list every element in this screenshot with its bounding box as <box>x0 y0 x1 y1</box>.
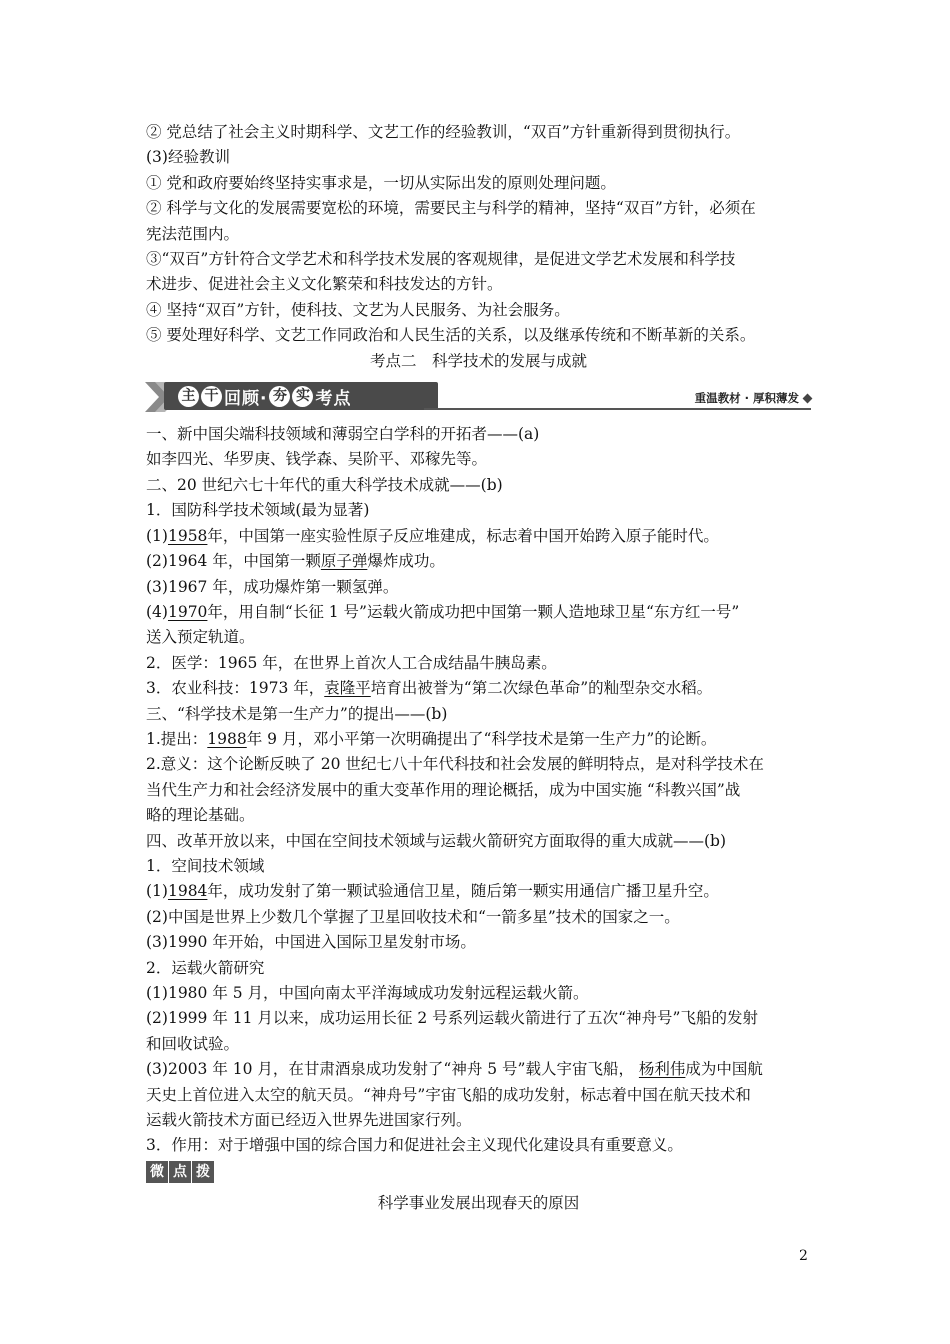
text-line: (3)经验教训 <box>146 148 230 167</box>
text-line: ③“双百”方针符合文学艺术和科学技术发展的客观规律，是促进文学艺术发展和科学技 <box>146 250 736 269</box>
underlined-answer: 1970 <box>167 602 208 621</box>
text-run: 成为中国航 <box>685 1060 763 1079</box>
text-line: 当代生产力和社会经济发展中的重大变革作用的理论概括，成为中国实施 “科教兴国”战 <box>146 780 741 799</box>
text-line: 略的理论基础。 <box>146 806 255 825</box>
text-line: ① 党和政府要始终坚持实事求是，一切从实际出发的原则处理问题。 <box>146 173 616 192</box>
underlined-answer: 杨利伟 <box>638 1060 686 1079</box>
text-line: 如李四光、华罗庚、钱学森、吴阶平、邓稼先等。 <box>146 450 488 469</box>
banner-badge: 干 <box>201 386 222 407</box>
text-line <box>146 524 811 549</box>
text-line: 2.意义：这个论断反映了 20 世纪七八十年代科技和社会发展的鲜明特点，是对科学技术在 <box>146 755 764 774</box>
text-line: 宪法范围内。 <box>146 224 240 243</box>
text-line: (3)1990 年开始，中国进入国际卫星发射市场。 <box>146 933 476 952</box>
text-line: ② 科学与文化的发展需要宽松的环境，需要民主与科学的精神，坚持“双百”方针，必须在 <box>146 199 756 218</box>
underlined-answer: 1984 <box>167 882 208 901</box>
text-line: 运载火箭技术方面已经迈入世界先进国家行列。 <box>146 1111 472 1130</box>
text-line: (1)1980 年 5 月，中国向南太平洋海域成功发射远程运载火箭。 <box>146 984 589 1002</box>
text-run: 培育出被誉为“第二次绿色革命”的籼型杂交水稻。 <box>370 679 713 698</box>
text-line <box>146 600 811 625</box>
text-line: 四、改革开放以来，中国在空间技术领域与运载火箭研究方面取得的重大成就——(b) <box>146 831 727 850</box>
text-run: 年 9 月，邓小平第一次明确提出了“科学技术是第一生产力”的论断。 <box>246 729 717 748</box>
text-line: ⑤ 要处理好科学、文艺工作同政治和人民生活的关系，以及继承传统和不断革新的关系。 <box>146 326 756 345</box>
text-line: 三、“科学技术是第一生产力”的提出——(b) <box>146 704 448 723</box>
banner-text: 回顾· <box>224 388 268 409</box>
text-line: (2)中国是世界上少数几个掌握了卫星回收技术和“一箭多星”技术的国家之一。 <box>146 907 680 926</box>
text-line <box>146 879 811 904</box>
underlined-answer: 原子弹 <box>320 552 368 571</box>
text-line: (2)1999 年 11 月以来，成功运用长征 2 号系列运载火箭进行了五次“神舟号”飞船的发射 <box>146 1009 758 1028</box>
section-title: 考点二 科学技术的发展与成就 <box>369 351 587 370</box>
banner-label <box>164 382 438 410</box>
text-run: (3)2003 年 10 月，在甘肃酒泉成功发射了“神舟 5 号”载人宇宙飞船， <box>146 1060 639 1079</box>
underlined-answer: 1958 <box>167 526 208 545</box>
text-line <box>146 676 811 701</box>
text-line: ④ 坚持“双百”方针，使科技、文艺为人民服务、为社会服务。 <box>146 300 570 319</box>
text-line: 3．作用：对于增强中国的综合国力和促进社会主义现代化建设具有重要意义。 <box>146 1136 683 1155</box>
text-run: (4) <box>146 602 168 621</box>
text-line: ② 党总结了社会主义时期科学、文艺工作的经验教训，“双百”方针重新得到贯彻执行。 <box>146 123 741 141</box>
text-line <box>146 1057 811 1082</box>
text-run: 3．农业科技：1973 年， <box>146 679 325 698</box>
tip-char: 点 <box>169 1161 191 1183</box>
text-line: 一、新中国尖端科技领域和薄弱空白学科的开拓者——(a) <box>146 425 540 444</box>
page-number: 2 <box>799 1248 808 1264</box>
text-run: 1.提出： <box>146 729 208 748</box>
text-run: (1) <box>146 526 168 545</box>
banner-slogan: 重温教材 · 厚积薄发 <box>694 391 799 406</box>
text-line: 2．运载火箭研究 <box>146 958 265 977</box>
section-banner <box>146 378 811 416</box>
tip-label <box>146 1161 215 1185</box>
text-line: 和回收试验。 <box>146 1034 240 1053</box>
text-run: 年，用自制“长征 1 号”运载火箭成功把中国第一颗人造地球卫星“东方红一号” <box>207 602 740 621</box>
banner-badge: 实 <box>292 386 313 407</box>
diamond-icon <box>803 394 813 404</box>
text-run: 年，中国第一座实验性原子反应堆建成，标志着中国开始跨入原子能时代。 <box>207 526 719 545</box>
text-line: 1．国防科学技术领域(最为显著) <box>146 501 370 520</box>
text-line: 1．空间技术领域 <box>146 856 265 875</box>
text-line: 天史上首位进入太空的航天员。“神舟号”宇宙飞船的成功发射，标志着中国在航天技术和 <box>146 1085 751 1104</box>
text-line: 送入预定轨道。 <box>146 628 255 647</box>
tip-char: 拨 <box>192 1161 214 1183</box>
text-run: (2)1964 年，中国第一颗 <box>146 552 321 571</box>
text-line: 术进步、促进社会主义文化繁荣和科技发达的方针。 <box>146 275 503 294</box>
text-run: 年，成功发射了第一颗试验通信卫星，随后第一颗实用通信广播卫星升空。 <box>207 882 719 901</box>
banner-rule <box>424 408 811 410</box>
banner-badge: 主 <box>178 386 199 407</box>
text-line: 二、20 世纪六七十年代的重大科学技术成就——(b) <box>146 475 503 494</box>
text-line: (3)1967 年，成功爆炸第一颗氢弹。 <box>146 577 399 596</box>
tip-title: 科学事业发展出现春天的原因 <box>377 1193 580 1212</box>
page-content <box>146 120 811 1216</box>
text-line: 2．医学：1965 年，在世界上首次人工合成结晶牛胰岛素。 <box>146 653 557 672</box>
text-run: (1) <box>146 882 168 901</box>
text-line <box>146 549 811 574</box>
tip-char: 微 <box>146 1161 168 1183</box>
text-run: 爆炸成功。 <box>367 552 445 571</box>
banner-text: 考点 <box>315 388 352 409</box>
text-line <box>146 727 811 752</box>
underlined-answer: 袁隆平 <box>324 679 371 698</box>
underlined-answer: 1988 <box>207 729 247 748</box>
banner-badge: 夯 <box>269 386 290 407</box>
